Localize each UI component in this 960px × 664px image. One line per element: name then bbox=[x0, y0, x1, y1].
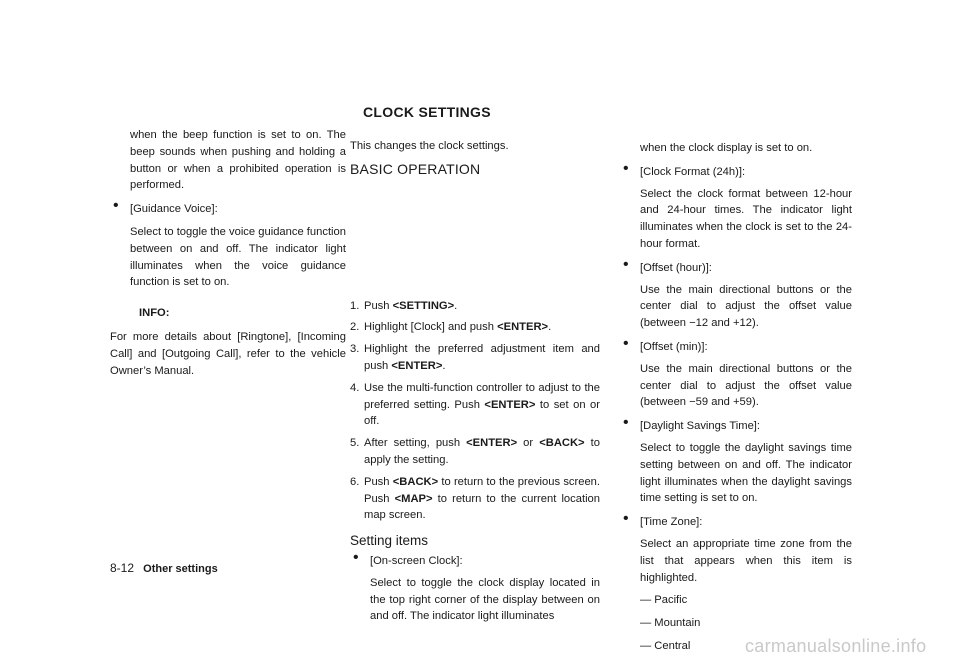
key-label: <SETTING> bbox=[392, 299, 455, 312]
step-text: to apply the setting. bbox=[364, 437, 600, 466]
key-label: <BACK> bbox=[539, 437, 585, 450]
step-text: . bbox=[454, 299, 458, 312]
setting-label: [Clock Format (24h)]: bbox=[640, 165, 746, 178]
setting-label: [Offset (hour)]: bbox=[640, 261, 712, 274]
intro-text: This changes the clock settings. bbox=[350, 140, 509, 152]
page-title: CLOCK SETTINGS bbox=[363, 104, 491, 120]
step-item bbox=[350, 319, 600, 336]
daylight-savings-item bbox=[620, 414, 852, 507]
step-number: 4. bbox=[350, 381, 360, 394]
basic-operation-heading: BASIC OPERATION bbox=[350, 160, 481, 177]
setting-desc: Select to toggle the daylight savings time setting between on and off. The indicator light illuminates when the daylight savings time setting is set to on. bbox=[640, 441, 852, 505]
key-label: <ENTER> bbox=[391, 359, 443, 372]
step-text: . bbox=[442, 359, 446, 372]
info-label: INFO: bbox=[139, 307, 170, 320]
zone-central: — Central bbox=[640, 639, 691, 652]
setting-label: [Offset (min)]: bbox=[640, 340, 708, 353]
bullet-icon: • bbox=[113, 197, 119, 215]
step-text: Push bbox=[364, 299, 393, 312]
step-text: Push bbox=[364, 475, 393, 488]
step-text: Highlight the preferred adjustment item and push bbox=[364, 343, 600, 372]
guidance-voice-desc: Select to toggle the voice guidance function between on and off. The indicator light illuminates when the voice guidance function is set to on. bbox=[130, 225, 346, 289]
setting-items-heading: Setting items bbox=[350, 533, 429, 549]
bullet-icon: • bbox=[623, 334, 629, 352]
step-text: Use the multi-function controller to adjust to the preferred setting. Push bbox=[364, 381, 600, 411]
step-text: . bbox=[548, 321, 552, 334]
offset-min-item bbox=[620, 334, 852, 411]
bullet-icon: • bbox=[623, 159, 629, 177]
beep-continuation-text: when the beep function is set to on. The beep sounds when pushing and holding a button or when a prohibited operation is performed. bbox=[130, 129, 346, 192]
guidance-voice-item bbox=[110, 197, 346, 291]
step-number: 2. bbox=[350, 321, 360, 334]
step-number: 1. bbox=[350, 299, 360, 312]
key-label: <BACK> bbox=[392, 475, 439, 488]
key-label: <MAP> bbox=[394, 492, 433, 505]
clock-format-item bbox=[620, 159, 852, 253]
step-text: After setting, push bbox=[364, 437, 467, 450]
step-text: to return to the current location map screen. bbox=[364, 492, 601, 522]
bullet-icon: • bbox=[623, 510, 629, 528]
left-column bbox=[110, 127, 346, 379]
zone-pacific: — Pacific bbox=[640, 594, 688, 607]
page-number: 8-12 bbox=[110, 561, 135, 575]
onscreen-clock-desc: Select to toggle the clock display located in the top right corner of the display between on and off. The indicator light illuminates bbox=[370, 576, 600, 623]
onscreen-clock-item bbox=[350, 548, 600, 625]
step-number: 5. bbox=[350, 437, 360, 450]
key-label: <ENTER> bbox=[466, 437, 518, 450]
setting-desc: Select an appropriate time zone from the list that appears when this item is highlighted. bbox=[640, 537, 852, 584]
watermark-text: carmanualsonline.info bbox=[745, 636, 927, 656]
key-label: <ENTER> bbox=[484, 398, 536, 411]
zone-mountain: — Mountain bbox=[640, 617, 701, 630]
step-text: Highlight [Clock] and push bbox=[364, 321, 498, 334]
bullet-icon: • bbox=[623, 255, 629, 273]
step-number: 3. bbox=[350, 343, 360, 356]
key-label: <ENTER> bbox=[497, 321, 549, 334]
step-number: 6. bbox=[350, 475, 360, 488]
time-zone-item bbox=[620, 510, 852, 586]
guidance-voice-label: [Guidance Voice]: bbox=[130, 203, 218, 216]
steps-list bbox=[350, 298, 600, 525]
step-item bbox=[350, 435, 600, 469]
setting-desc: Use the main directional buttons or the center dial to adjust the offset value (between −59 and +59). bbox=[640, 362, 852, 409]
bullet-icon: • bbox=[353, 548, 359, 566]
setting-label: [Daylight Savings Time]: bbox=[640, 420, 761, 433]
step-text: to set on or off. bbox=[364, 398, 600, 428]
middle-column bbox=[350, 138, 600, 625]
info-text: For more details about [Ringtone], [Incoming Call] and [Outgoing Call], refer to the vehicle Owner’s Manual. bbox=[110, 330, 346, 377]
right-column bbox=[620, 140, 852, 655]
setting-label: [Time Zone]: bbox=[640, 516, 703, 529]
step-text: or bbox=[517, 437, 540, 450]
onscreen-clock-label: [On-screen Clock]: bbox=[370, 554, 463, 567]
bullet-icon: • bbox=[623, 414, 629, 432]
step-item bbox=[350, 474, 600, 524]
onscreen-continuation-text: when the clock display is set to on. bbox=[640, 142, 813, 154]
offset-hour-item bbox=[620, 255, 852, 332]
section-title: Other settings bbox=[143, 563, 218, 575]
setting-desc: Use the main directional buttons or the center dial to adjust the offset value (between −12 and +12). bbox=[640, 283, 852, 330]
page-footer bbox=[110, 560, 218, 578]
setting-desc: Select the clock format between 12-hour and 24-hour times. The indicator light illuminates when the clock is set to the 24-hour format. bbox=[640, 187, 852, 250]
step-item bbox=[350, 341, 600, 375]
step-text: to return to the previous screen. Push bbox=[364, 475, 601, 505]
step-item bbox=[350, 298, 600, 315]
step-item bbox=[350, 380, 600, 430]
